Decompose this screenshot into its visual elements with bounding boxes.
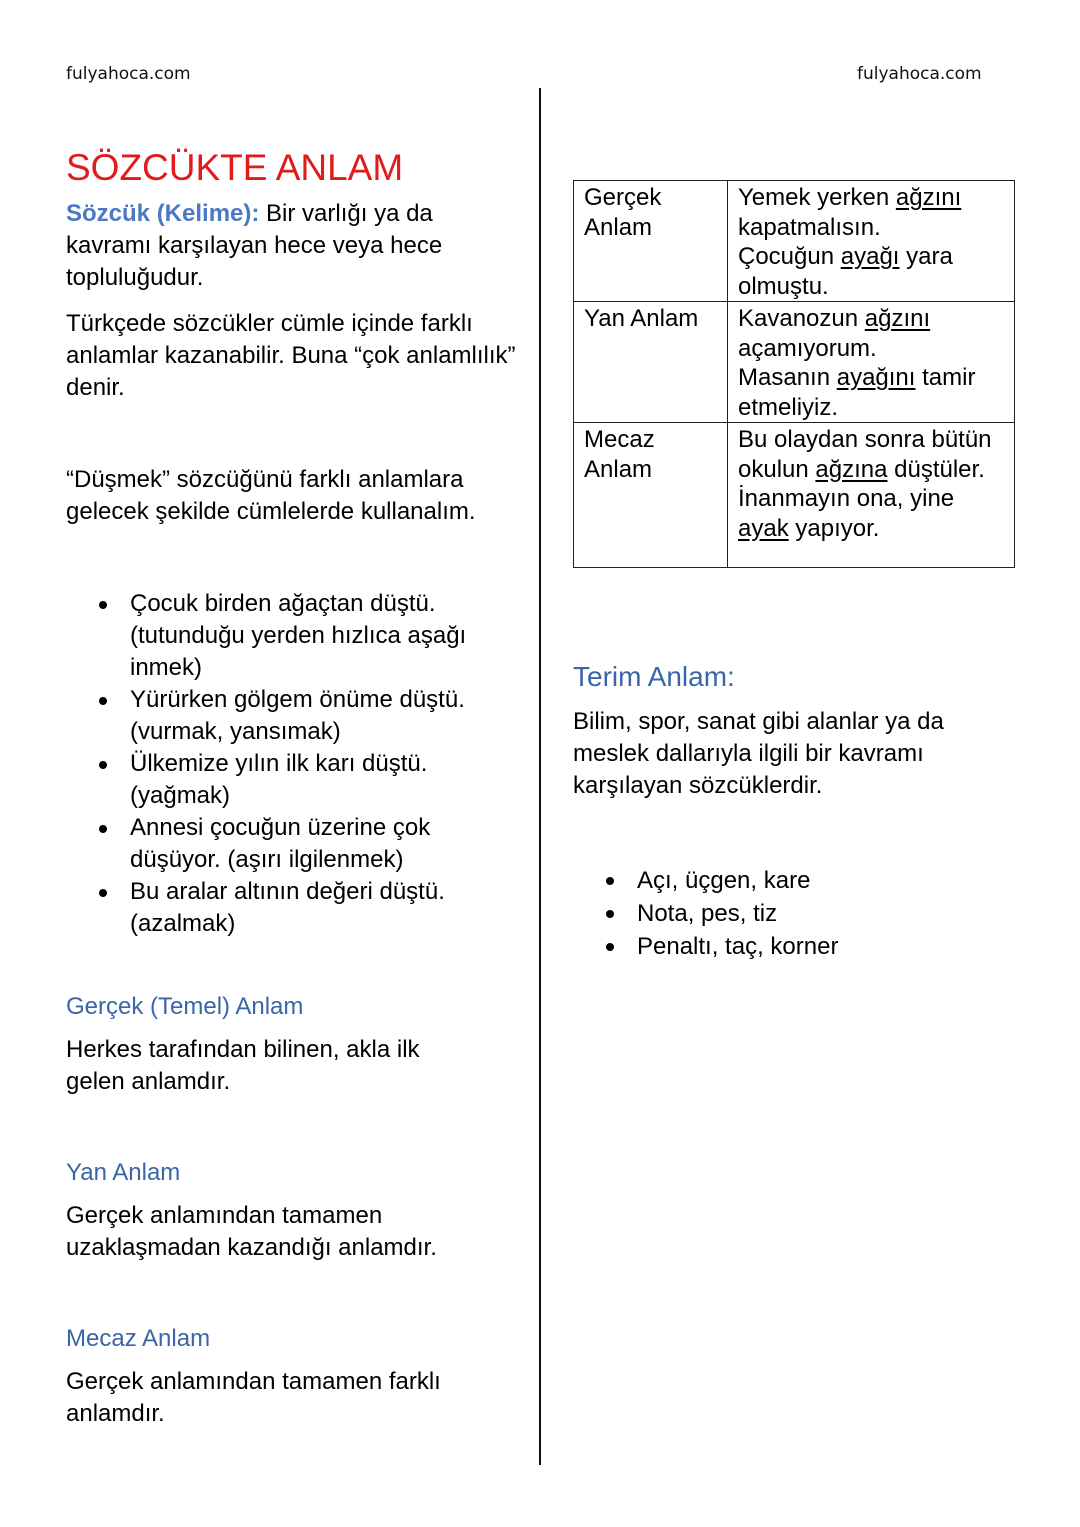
underlined-word: ayak (738, 514, 789, 542)
site-header-right: fulyahoca.com (857, 64, 982, 84)
terim-examples-list (573, 864, 1018, 963)
intro-paragraph: Türkçede sözcükler cümle içinde farklı anlamlar kazanabilir. Buna “çok anlamlılık” denir. (66, 310, 516, 401)
list-item: Annesi çocuğun üzerine çok düşüyor. (aşırı ilgilenmek) (130, 812, 516, 876)
table-row (574, 181, 1015, 302)
section-heading-mecaz: Mecaz Anlam (66, 1325, 211, 1352)
table-cell-examples: Kavanozun ağzını açamıyorum. Masanın ayağını tamir etmeliyiz. (728, 302, 1015, 423)
table-cell-examples: Bu olaydan sonra bütün okulun ağzına düştüler. İnanmayın ona, yine ayak yapıyor. (728, 423, 1015, 568)
examples-list (66, 588, 516, 940)
underlined-word: ayağı (840, 243, 900, 270)
list-item: Ülkemize yılın ilk karı düştü. (yağmak) (130, 748, 516, 812)
prompt-paragraph: “Düşmek” sözcüğünü farklı anlamlara gelecek şekilde cümlelerde kullanalım. (66, 466, 476, 525)
list-item: Penaltı, taç, korner (637, 930, 1018, 963)
table-row (574, 423, 1015, 568)
definition-text: Bir varlığı ya da kavramı karşılayan hece veya hece topluluğudur. (66, 200, 443, 291)
terim-text: Bilim, spor, sanat gibi alanlar ya da meslek dallarıyla ilgili bir kavramı karşılayan sözcüklerdir. (573, 708, 944, 799)
table-cell-examples: Yemek yerken ağzını kapatmalısın. Çocuğun ayağı yara olmuştu. (728, 181, 1015, 302)
column-divider (539, 88, 541, 1465)
terim-heading: Terim Anlam: (573, 661, 735, 692)
underlined-word: ayağını (836, 364, 916, 391)
table-cell-label: Gerçek Anlam (574, 181, 728, 302)
section-heading-yan: Yan Anlam (66, 1159, 181, 1186)
table-row (574, 302, 1015, 423)
underlined-word: ağzını (864, 305, 931, 332)
table-cell-label: Mecaz Anlam (574, 423, 728, 568)
right-column (573, 180, 1018, 963)
section-text-mecaz: Gerçek anlamından tamamen farklı anlamdır. (66, 1368, 441, 1427)
list-item: Nota, pes, tiz (637, 897, 1018, 930)
table-cell-label: Yan Anlam (574, 302, 728, 423)
section-text-yan: Gerçek anlamından tamamen uzaklaşmadan kazandığı anlamdır. (66, 1202, 437, 1261)
list-item: Çocuk birden ağaçtan düştü. (tutunduğu yerden hızlıca aşağı inmek) (130, 588, 516, 684)
site-header-left: fulyahoca.com (66, 64, 191, 84)
section-text-gercek: Herkes tarafından bilinen, akla ilk gelen anlamdır. (66, 1036, 420, 1095)
left-column (66, 146, 516, 1430)
section-heading-gercek: Gerçek (Temel) Anlam (66, 993, 304, 1020)
page-title: SÖZCÜKTE ANLAM (66, 147, 404, 188)
list-item: Yürürken gölgem önüme düştü. (vurmak, yansımak) (130, 684, 516, 748)
underlined-word: ağzını (895, 184, 962, 211)
meanings-table (573, 180, 1015, 568)
definition-term: Sözcük (Kelime): (66, 200, 260, 227)
underlined-word: ağzına (815, 455, 888, 483)
definition-paragraph (66, 198, 516, 294)
list-item: Açı, üçgen, kare (637, 864, 1018, 897)
list-item: Bu aralar altının değeri düştü. (azalmak) (130, 876, 516, 940)
